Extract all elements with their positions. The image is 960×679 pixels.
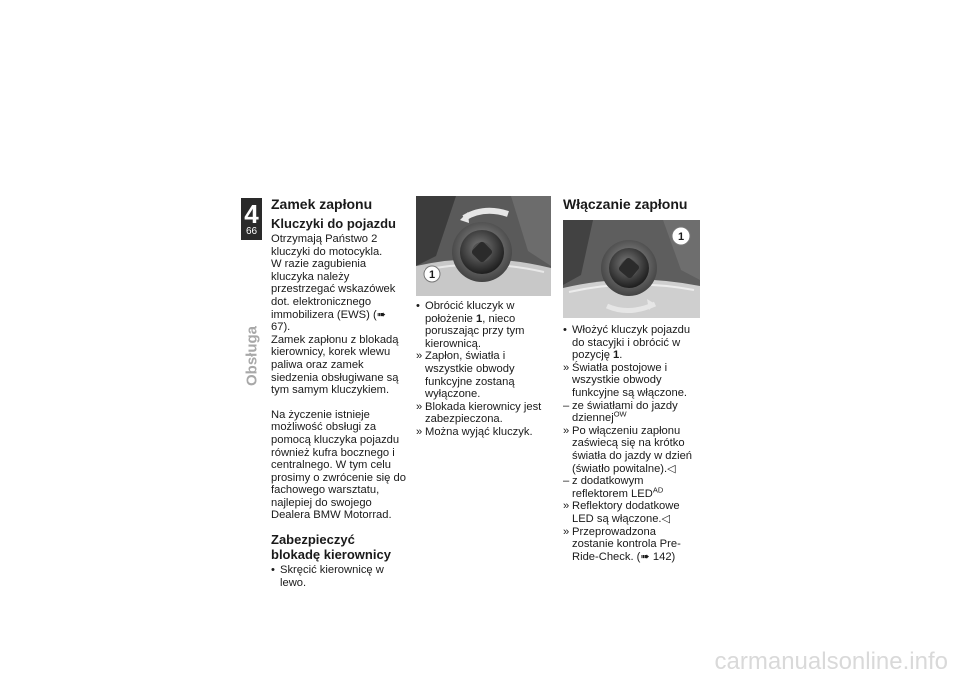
result-item: » Po włączeniu zapłonu zaświecą się na krótko światła do jazdy w dzień (światło powitalne).◁ [563, 424, 693, 475]
paragraph: Na życzenie istnieje możliwość obsługi za pomocą kluczyka pojazdu również kufra bocznego i centralnego. W tym celu prosimy o zwrócenie się do fachowego warsztatu, najlepiej do swojego Dealera BMW Motorrad. [271, 408, 406, 522]
result-marker: » [416, 350, 423, 363]
result-item: » Blokada kierownicy jest zabezpieczona. [416, 400, 542, 426]
result-marker: » [563, 500, 570, 513]
bullet-marker: • [271, 564, 275, 577]
dash-marker: – [563, 475, 570, 488]
result-item: » Przeprowadzona zostanie kontrola Pre-Ride-Check. (➠ 142) [563, 525, 681, 563]
result-item: » Można wyjąć kluczyk. [416, 425, 533, 438]
result-marker: » [416, 425, 423, 438]
subtitle-keys: Kluczyki do pojazdu [271, 216, 396, 231]
section-label [242, 316, 262, 396]
watermark: carmanualsonline.info [714, 648, 948, 675]
result-marker: » [563, 361, 570, 374]
list-item: • Skręcić kierownicę w lewo. [271, 564, 384, 589]
result-item: » Reflektory dodatkowe LED są włączone.◁ [563, 500, 680, 525]
photo-callout-1: 1 [428, 269, 436, 281]
column-2 [416, 196, 551, 439]
paragraph: Otrzymają Państwo 2 kluczyki do motocykla. [271, 233, 383, 258]
bullet-marker: • [563, 324, 567, 336]
ignition-lock-photo [416, 196, 551, 296]
condition-item: – z dodatkowym reflektorem $LED^{AD}$ [563, 475, 664, 500]
chapter-number: 4 [244, 199, 259, 229]
page-title: Zamek zapłonu [271, 196, 373, 212]
bullet-marker: • [416, 300, 420, 312]
result-item: » Światła postojowe i wszystkie obwody funkcyjne są włączone. [563, 361, 688, 399]
heading-ignition-on: Włączanie zapłonu [563, 196, 688, 212]
column-1 [271, 196, 406, 589]
result-item: » Zapłon, światła i wszystkie obwody funkcyjne zostaną wyłączone. [416, 350, 515, 401]
heading-steering-lock: Zabezpieczyć blokadę kierownicy [271, 532, 391, 563]
list-item: • Włożyć kluczyk pojazdu do stacyjki i obrócić w pozycję 1. [563, 324, 691, 362]
page-number: 66 [245, 226, 258, 237]
column-3 [563, 196, 700, 563]
ignition-on-photo [563, 220, 700, 318]
photo-callout-1: 1 [677, 231, 685, 243]
section-title: Obsługa [243, 325, 261, 387]
list-item: • Obrócić kluczyk w położenie 1, nieco poruszając przy tym kierownicą. [416, 300, 525, 350]
result-marker: » [416, 400, 423, 413]
condition-item: – ze światłami do jazdy dziennej$^{OW}$ [563, 399, 678, 425]
result-marker: » [563, 525, 570, 538]
chapter-tab [241, 198, 262, 240]
dash-marker: – [563, 399, 570, 412]
paragraph: W razie zagubienia kluczyka należy przestrzegać wskazówek dot. elektronicznego immobilizera (EWS) (➠ 67). [271, 258, 396, 334]
result-marker: » [563, 424, 570, 437]
paragraph: Zamek zapłonu z blokadą kierownicy, korek wlewu paliwa oraz zamek siedzenia obsługiwane są tym samym kluczykiem. [271, 333, 399, 397]
